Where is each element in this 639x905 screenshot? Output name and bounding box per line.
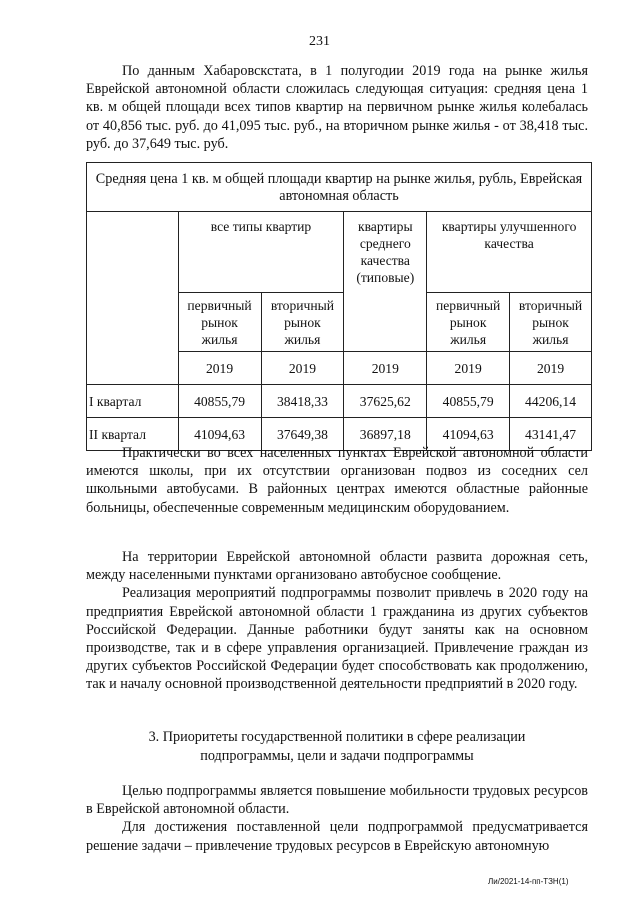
header-improved: квартиры улучшенного качества (427, 212, 592, 293)
section-heading-line2: подпрограммы, цели и задачи подпрограммы (200, 747, 474, 764)
row-label: II квартал (87, 418, 179, 451)
value-cell: 40855,79 (427, 385, 510, 418)
body-paragraphs (86, 548, 588, 694)
goal-paragraphs (86, 782, 588, 855)
intro-paragraph (86, 62, 588, 153)
year-cell: 2019 (178, 352, 261, 385)
table-corner-cell (87, 212, 179, 385)
housing-price-table (86, 162, 592, 451)
header-typical: квартиры среднего качества (типовые) (344, 212, 427, 352)
schools-text: Практически во всех населенных пунктах Еврейской автономной области имеются школы, при их отсутствии организован подвоз из соседних сел школьными автобусами. В районных центрах имеются областные районные больницы, обеспеченные современным медицинским оборудованием. (86, 445, 588, 516)
goal-text: Целью подпрограммы является повышение мобильности трудовых ресурсов в Еврейской автономной области. (86, 783, 588, 818)
document-code: Ли/2021-14-пп-ТЗН(1) (488, 877, 569, 886)
page-number: 231 (309, 34, 330, 49)
value-cell: 41094,63 (178, 418, 261, 451)
value-cell: 43141,47 (510, 418, 592, 451)
header-all-primary: первичный рынок жилья (178, 293, 261, 352)
header-all-types: все типы квартир (178, 212, 344, 293)
value-cell: 41094,63 (427, 418, 510, 451)
value-cell: 44206,14 (510, 385, 592, 418)
header-improved-secondary: вторичный рынок жилья (510, 293, 592, 352)
header-all-secondary: вторичный рынок жилья (261, 293, 344, 352)
intro-text: По данным Хабаровскстата, в 1 полугодии 2019 года на рынке жилья Еврейской автономной области сложилась следующая ситуация: средняя цена 1 кв. м общей площади всех типов квартир на первичном рынке жилья колебалась от 40,856 тыс. руб. до 41,095 тыс. руб., на вторичном рынке жилья - от 38,418 тыс. руб. до 37,649 тыс. руб. (86, 63, 588, 152)
value-cell: 36897,18 (344, 418, 427, 451)
value-cell: 40855,79 (178, 385, 261, 418)
section-heading (86, 728, 588, 765)
section-heading-line1: 3. Приоритеты государственной политики в сфере реализации (148, 729, 526, 745)
row-label: I квартал (87, 385, 179, 418)
table-row (87, 385, 592, 418)
value-cell: 37625,62 (344, 385, 427, 418)
value-cell: 38418,33 (261, 385, 344, 418)
measures-text: Реализация мероприятий подпрограммы позволит привлечь в 2020 году на предприятия Еврейской автономной области 1 гражданина из других субъектов Российской Федерации. Данные работники будут заняты как на основном производстве, так и в сфере управления организацией. Привлечение граждан из других субъектов Российской Федерации будет способствовать как продолжению, так и началу основной производственной деятельности предприятий в 2020 году. (86, 585, 588, 693)
value-cell: 37649,38 (261, 418, 344, 451)
year-cell: 2019 (261, 352, 344, 385)
year-cell: 2019 (344, 352, 427, 385)
schools-paragraph (86, 444, 588, 517)
roads-text: На территории Еврейской автономной области развита дорожная сеть, между населенными пунктами организовано автобусное сообщение. (86, 549, 588, 584)
task-text: Для достижения поставленной цели подпрограммой предусматривается решение задачи – привлечение трудовых ресурсов в Еврейскую автономную (86, 819, 588, 854)
table-title: Средняя цена 1 кв. м общей площади квартир на рынке жилья, рубль, Еврейская автономная область (87, 163, 592, 212)
year-cell: 2019 (427, 352, 510, 385)
header-improved-primary: первичный рынок жилья (427, 293, 510, 352)
year-cell: 2019 (510, 352, 592, 385)
